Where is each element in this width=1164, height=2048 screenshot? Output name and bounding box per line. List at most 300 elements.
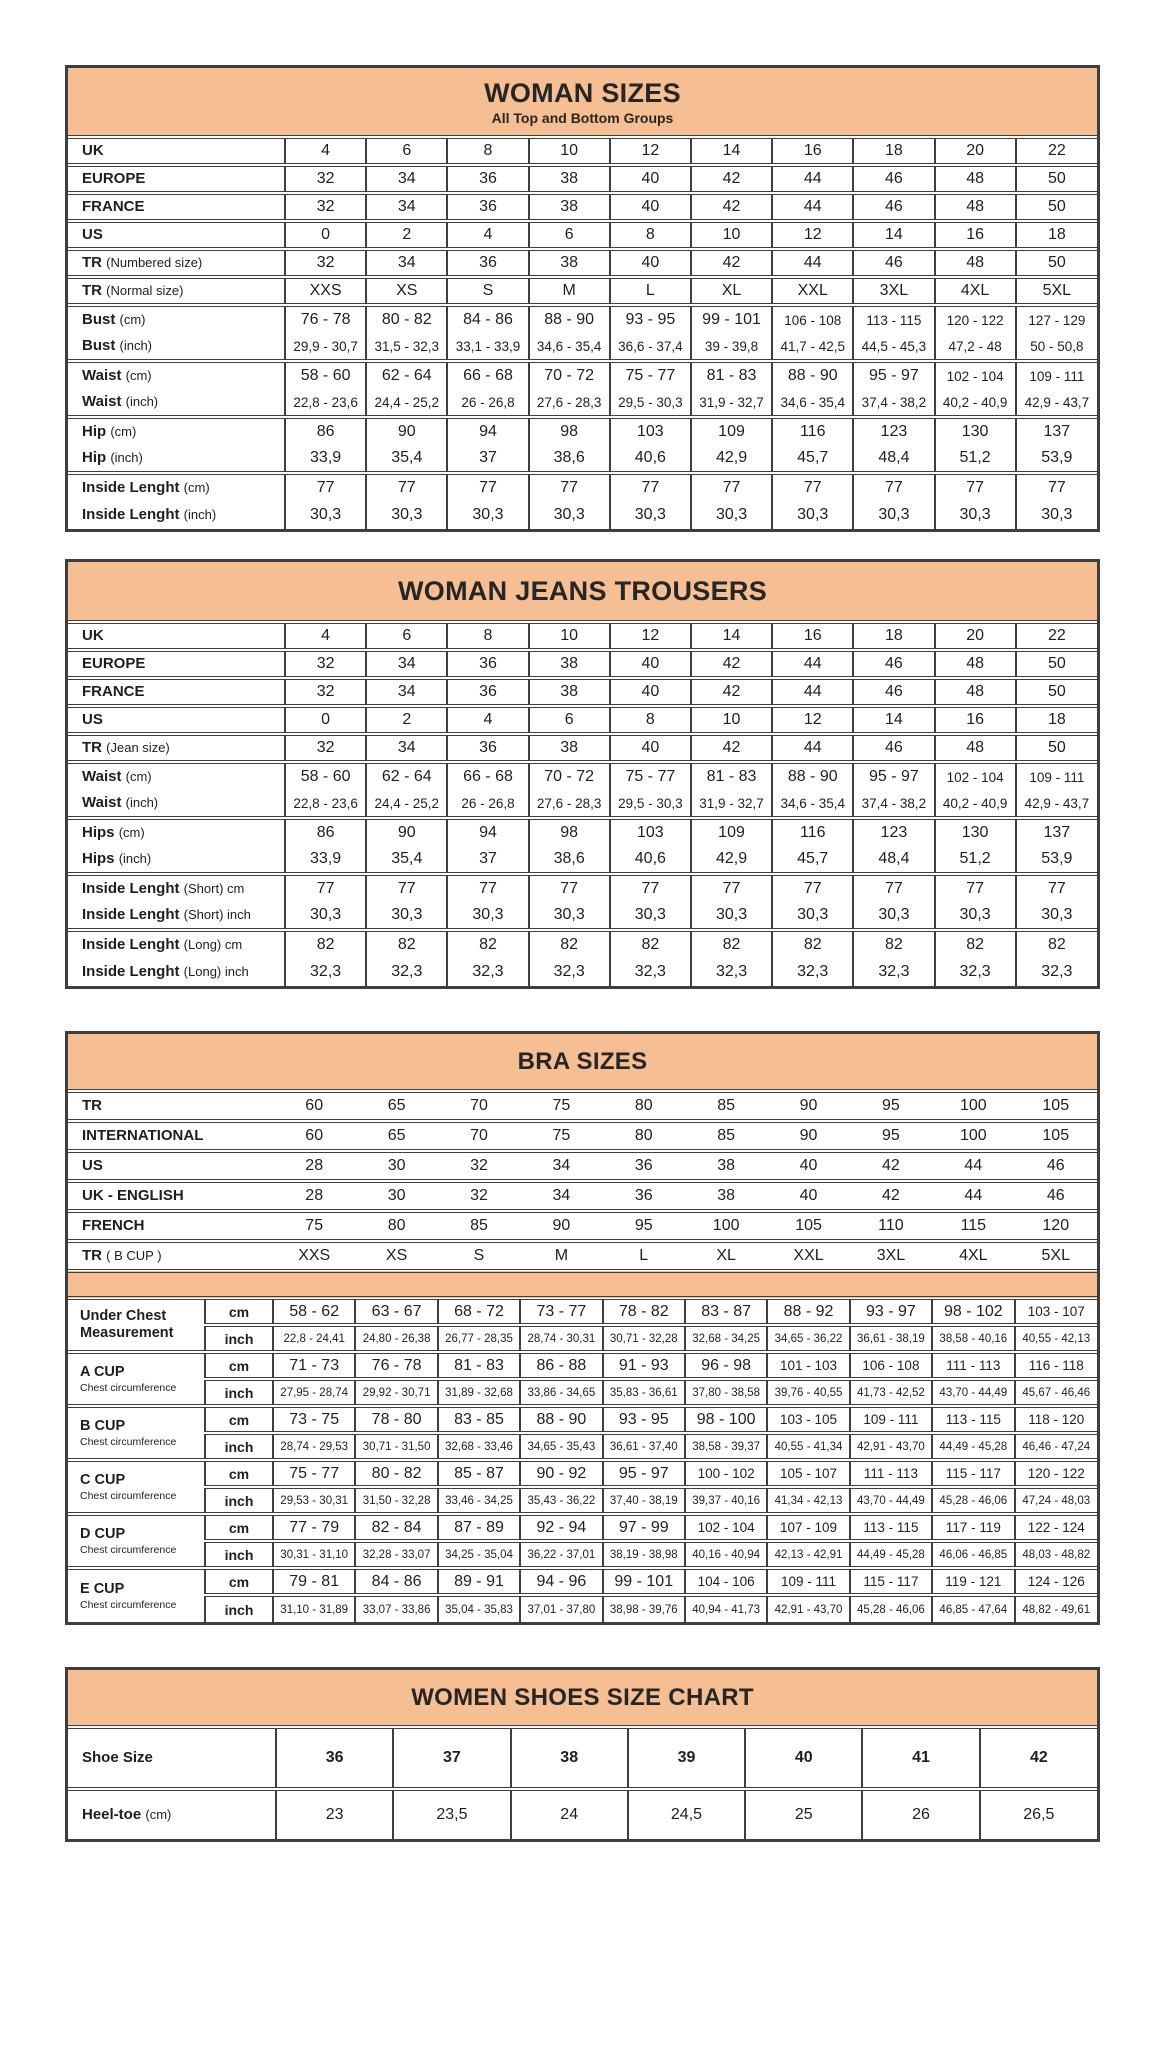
size-value-cell: 77 <box>366 874 447 902</box>
row-label <box>68 1121 273 1151</box>
cup-sublabel: Chest circumference <box>80 1435 177 1448</box>
size-value-cell: 45,67 - 46,46 <box>1015 1379 1097 1406</box>
table-row <box>68 1352 1097 1379</box>
row-label <box>68 361 285 389</box>
size-value-cell: 105 <box>1015 1121 1097 1151</box>
size-value-cell: 106 - 108 <box>850 1352 932 1379</box>
size-value-cell: 10 <box>529 137 610 165</box>
size-value-cell: 31,10 - 31,89 <box>273 1595 355 1622</box>
size-value-cell: 75 - 77 <box>273 1460 355 1487</box>
row-label-text: US <box>82 1157 103 1174</box>
table-row <box>68 1514 1097 1541</box>
unit-cell-inch: inch <box>205 1487 273 1514</box>
unit-cell-inch: inch <box>205 1325 273 1352</box>
size-value-cell: 8 <box>610 706 691 734</box>
size-value-cell: 48 <box>935 678 1016 706</box>
size-value-cell: 85 <box>438 1211 520 1241</box>
row-label-text: Inside Lenght <box>82 479 184 496</box>
size-value-cell: 18 <box>853 622 934 650</box>
row-label-text: TR <box>82 739 107 756</box>
size-value-cell: 34 <box>366 193 447 221</box>
size-value-cell: 85 <box>685 1091 767 1121</box>
size-value-cell: 82 <box>366 930 447 958</box>
size-value-cell: 44,5 - 45,3 <box>853 333 934 361</box>
size-value-cell: 130 <box>935 818 1016 846</box>
size-value-cell: 83 - 85 <box>438 1406 520 1433</box>
size-value-cell: 30,3 <box>691 902 772 930</box>
size-value-cell: 38,19 - 38,98 <box>603 1541 685 1568</box>
unit-cell-inch: inch <box>205 1595 273 1622</box>
size-value-cell: 48 <box>935 734 1016 762</box>
size-value-cell: 34,6 - 35,4 <box>772 389 853 417</box>
size-value-cell: 76 - 78 <box>355 1352 437 1379</box>
size-value-cell: 32,3 <box>772 958 853 986</box>
row-label-unit: (inch) <box>183 507 217 522</box>
size-value-cell: 106 - 108 <box>772 305 853 333</box>
size-value-cell: 36 <box>447 650 528 678</box>
size-value-cell: 29,9 - 30,7 <box>285 333 366 361</box>
size-value-cell: 36,61 - 38,19 <box>850 1325 932 1352</box>
size-value-cell: 42,13 - 42,91 <box>767 1541 849 1568</box>
row-label-unit: (cm) <box>110 424 137 439</box>
size-value-cell: 82 <box>610 930 691 958</box>
size-value-cell: 22,8 - 23,6 <box>285 790 366 818</box>
size-value-cell: 40 <box>767 1181 849 1211</box>
row-label <box>68 846 285 874</box>
size-value-cell: 36 <box>447 734 528 762</box>
size-value-cell: 109 <box>691 818 772 846</box>
size-value-cell: 24 <box>511 1789 628 1839</box>
row-label <box>68 930 285 958</box>
table-row <box>68 361 1097 389</box>
size-value-cell: 75 <box>520 1091 602 1121</box>
size-value-cell: 90 <box>366 417 447 445</box>
size-value-cell: 14 <box>691 137 772 165</box>
size-value-cell: 78 - 82 <box>603 1298 685 1325</box>
row-label-text: TR <box>82 1097 102 1114</box>
cup-name: Under Chest Measurement <box>80 1308 174 1341</box>
size-value-cell: 120 - 122 <box>1015 1460 1097 1487</box>
table-row <box>68 902 1097 930</box>
size-value-cell: 3XL <box>853 277 934 305</box>
size-value-cell: 81 - 83 <box>691 361 772 389</box>
table-row <box>68 221 1097 249</box>
size-value-cell: 28,74 - 29,53 <box>273 1433 355 1460</box>
size-value-cell: M <box>520 1241 602 1271</box>
size-value-cell: 26,77 - 28,35 <box>438 1325 520 1352</box>
size-value-cell: 101 - 103 <box>767 1352 849 1379</box>
table-row <box>68 137 1097 165</box>
size-value-cell: 38 <box>685 1181 767 1211</box>
table-row <box>68 930 1097 958</box>
size-value-cell: 32,3 <box>853 958 934 986</box>
size-value-cell: 77 <box>366 473 447 501</box>
row-label-unit: (Short) cm <box>183 881 245 896</box>
size-value-cell: 30,71 - 32,28 <box>603 1325 685 1352</box>
size-value-cell: 5XL <box>1015 1241 1097 1271</box>
size-value-cell: 30,3 <box>935 501 1016 529</box>
size-value-cell: 40,6 <box>610 445 691 473</box>
size-value-cell: 115 - 117 <box>932 1460 1014 1487</box>
row-label <box>68 137 285 165</box>
size-value-cell: 118 - 120 <box>1015 1406 1097 1433</box>
size-value-cell: 92 - 94 <box>520 1514 602 1541</box>
size-value-cell: 40 <box>610 193 691 221</box>
table-row <box>68 622 1097 650</box>
size-value-cell: 50 <box>1016 193 1097 221</box>
row-label <box>68 650 285 678</box>
unit-cell-cm: cm <box>205 1460 273 1487</box>
size-value-cell: 109 - 111 <box>1016 361 1097 389</box>
size-value-cell: 10 <box>691 706 772 734</box>
size-value-cell: 77 <box>691 874 772 902</box>
size-value-cell: 63 - 67 <box>355 1298 437 1325</box>
row-label-text: FRANCE <box>82 198 145 215</box>
size-value-cell: 46 <box>853 165 934 193</box>
size-value-cell: 33,1 - 33,9 <box>447 333 528 361</box>
size-value-cell: 104 - 106 <box>685 1568 767 1595</box>
row-label <box>68 389 285 417</box>
size-value-cell: 65 <box>355 1121 437 1151</box>
cup-label <box>68 1352 205 1406</box>
size-value-cell: 127 - 129 <box>1016 305 1097 333</box>
size-value-cell: 47,2 - 48 <box>935 333 1016 361</box>
size-value-cell: 4 <box>285 622 366 650</box>
size-value-cell: 22,8 - 23,6 <box>285 389 366 417</box>
size-value-cell: 98 <box>529 818 610 846</box>
size-value-cell: 30,3 <box>853 902 934 930</box>
woman-jeans-title: WOMAN JEANS TROUSERS <box>397 576 768 606</box>
size-value-cell: 38 <box>529 678 610 706</box>
size-value-cell: 94 - 96 <box>520 1568 602 1595</box>
row-label-unit: (Long) cm <box>183 937 243 952</box>
size-value-cell: 48,82 - 49,61 <box>1015 1595 1097 1622</box>
size-value-cell: 65 <box>355 1091 437 1121</box>
size-value-cell: 88 - 90 <box>772 762 853 790</box>
size-value-cell: 14 <box>853 706 934 734</box>
size-value-cell: 16 <box>772 137 853 165</box>
size-value-cell: 75 <box>520 1121 602 1151</box>
size-value-cell: 40,94 - 41,73 <box>685 1595 767 1622</box>
size-value-cell: 44 <box>932 1151 1014 1181</box>
size-value-cell: 32 <box>285 734 366 762</box>
size-value-cell: 3XL <box>850 1241 932 1271</box>
size-value-cell: 0 <box>285 221 366 249</box>
size-value-cell: 81 - 83 <box>691 762 772 790</box>
cup-label <box>68 1406 205 1460</box>
size-value-cell: 88 - 90 <box>529 305 610 333</box>
row-label <box>68 445 285 473</box>
size-value-cell: 123 <box>853 818 934 846</box>
size-value-cell: 93 - 95 <box>610 305 691 333</box>
size-value-cell: 98 - 100 <box>685 1406 767 1433</box>
size-value-cell: 137 <box>1016 818 1097 846</box>
size-value-cell: 42 <box>691 734 772 762</box>
size-value-cell: 109 - 111 <box>850 1406 932 1433</box>
size-value-cell: 109 <box>691 417 772 445</box>
size-value-cell: 42,9 - 43,7 <box>1016 790 1097 818</box>
row-label <box>68 874 285 902</box>
table-row <box>68 1379 1097 1406</box>
size-value-cell: 29,53 - 30,31 <box>273 1487 355 1514</box>
woman-jeans-table <box>68 620 1097 986</box>
size-value-cell: 4 <box>447 706 528 734</box>
row-label <box>68 1151 273 1181</box>
size-value-cell: 30,3 <box>285 902 366 930</box>
size-value-cell: 71 - 73 <box>273 1352 355 1379</box>
row-label-unit: (Jean size) <box>106 740 170 755</box>
size-value-cell: 70 - 72 <box>529 762 610 790</box>
table-row <box>68 501 1097 529</box>
size-value-cell: 98 - 102 <box>932 1298 1014 1325</box>
size-value-cell: 60 <box>273 1091 355 1121</box>
size-value-cell: 34 <box>366 249 447 277</box>
size-value-cell: 124 - 126 <box>1015 1568 1097 1595</box>
size-value-cell: 28,74 - 30,31 <box>520 1325 602 1352</box>
size-value-cell: 38 <box>529 734 610 762</box>
size-value-cell: XXS <box>285 277 366 305</box>
size-value-cell: 39,37 - 40,16 <box>685 1487 767 1514</box>
table-row <box>68 1325 1097 1352</box>
size-value-cell: 20 <box>935 622 1016 650</box>
row-label-unit: (Long) inch <box>183 964 249 979</box>
size-value-cell: 42,91 - 43,70 <box>850 1433 932 1460</box>
size-value-cell: 50 - 50,8 <box>1016 333 1097 361</box>
size-value-cell: 14 <box>853 221 934 249</box>
size-value-cell: 36 <box>447 678 528 706</box>
table-row <box>68 473 1097 501</box>
size-value-cell: 90 <box>767 1091 849 1121</box>
unit-cell-cm: cm <box>205 1514 273 1541</box>
size-value-cell: XXL <box>772 277 853 305</box>
size-value-cell: L <box>610 277 691 305</box>
size-value-cell: 50 <box>1016 734 1097 762</box>
size-value-cell: 62 - 64 <box>366 361 447 389</box>
size-value-cell: 42 <box>850 1151 932 1181</box>
size-value-cell: 40,16 - 40,94 <box>685 1541 767 1568</box>
size-value-cell: 16 <box>935 221 1016 249</box>
cup-label <box>68 1568 205 1622</box>
size-value-cell: 43,70 - 44,49 <box>850 1487 932 1514</box>
size-value-cell: XS <box>355 1241 437 1271</box>
size-value-cell: 23,5 <box>393 1789 510 1839</box>
size-value-cell: 76 - 78 <box>285 305 366 333</box>
size-value-cell: 48,03 - 48,82 <box>1015 1541 1097 1568</box>
size-value-cell: L <box>603 1241 685 1271</box>
row-label-text: US <box>82 711 103 728</box>
size-value-cell: 80 <box>355 1211 437 1241</box>
size-value-cell: 86 <box>285 818 366 846</box>
size-value-cell: 103 <box>610 417 691 445</box>
unit-cell-cm: cm <box>205 1352 273 1379</box>
size-value-cell: 44 <box>932 1181 1014 1211</box>
size-value-cell: 28 <box>273 1181 355 1211</box>
size-value-cell: 12 <box>610 137 691 165</box>
size-value-cell: 95 <box>850 1121 932 1151</box>
size-value-cell: 32,68 - 34,25 <box>685 1325 767 1352</box>
row-label <box>68 165 285 193</box>
size-value-cell: 77 <box>285 473 366 501</box>
row-label-unit: (cm) <box>118 825 145 840</box>
size-value-cell: 18 <box>853 137 934 165</box>
size-value-cell: 113 - 115 <box>853 305 934 333</box>
peach-divider <box>68 1271 1097 1298</box>
size-value-cell: 66 - 68 <box>447 361 528 389</box>
size-value-cell: 27,6 - 28,3 <box>529 790 610 818</box>
size-value-cell: 6 <box>529 706 610 734</box>
row-label <box>68 902 285 930</box>
row-label <box>68 622 285 650</box>
size-value-cell: 33,07 - 33,86 <box>355 1595 437 1622</box>
row-label-text: Hip <box>82 423 111 440</box>
size-value-cell: 38,58 - 39,37 <box>685 1433 767 1460</box>
size-value-cell: 53,9 <box>1016 445 1097 473</box>
size-value-cell: 50 <box>1016 165 1097 193</box>
size-value-cell: 111 - 113 <box>850 1460 932 1487</box>
size-value-cell: 39 - 39,8 <box>691 333 772 361</box>
size-value-cell: 116 <box>772 417 853 445</box>
size-value-cell: 77 <box>772 874 853 902</box>
size-value-cell: 32 <box>285 249 366 277</box>
size-value-cell: 38 <box>529 165 610 193</box>
size-value-cell: 24,5 <box>628 1789 745 1839</box>
size-value-cell: 40 <box>610 249 691 277</box>
table-row <box>68 1091 1097 1121</box>
size-value-cell: 37,80 - 38,58 <box>685 1379 767 1406</box>
size-value-cell: 22 <box>1016 137 1097 165</box>
size-value-cell: 99 - 101 <box>691 305 772 333</box>
size-value-cell: 119 - 121 <box>932 1568 1014 1595</box>
size-value-cell: 48 <box>935 165 1016 193</box>
size-value-cell: 29,5 - 30,3 <box>610 790 691 818</box>
size-value-cell: 46,46 - 47,24 <box>1015 1433 1097 1460</box>
size-value-cell: 103 <box>610 818 691 846</box>
row-label <box>68 473 285 501</box>
size-value-cell: 36 <box>603 1151 685 1181</box>
size-value-cell: 58 - 60 <box>285 361 366 389</box>
size-value-cell: 120 <box>1015 1211 1097 1241</box>
size-value-cell: 102 - 104 <box>685 1514 767 1541</box>
table-row <box>68 1211 1097 1241</box>
row-label-unit: (Normal size) <box>106 283 184 298</box>
row-label <box>68 305 285 333</box>
size-value-cell: 84 - 86 <box>355 1568 437 1595</box>
size-value-cell: 77 <box>529 874 610 902</box>
cup-sublabel: Chest circumference <box>80 1598 177 1611</box>
row-label <box>68 958 285 986</box>
size-value-cell: 30,3 <box>610 501 691 529</box>
size-value-cell: 38 <box>529 650 610 678</box>
size-value-cell: 78 - 80 <box>355 1406 437 1433</box>
size-value-cell: XXS <box>273 1241 355 1271</box>
size-value-cell: 109 - 111 <box>1016 762 1097 790</box>
table-row <box>68 1121 1097 1151</box>
row-label-unit: (cm) <box>125 769 152 784</box>
size-value-cell: 31,9 - 32,7 <box>691 790 772 818</box>
size-value-cell: 45,28 - 46,06 <box>850 1595 932 1622</box>
size-value-cell: 102 - 104 <box>935 361 1016 389</box>
size-value-cell: 48 <box>935 193 1016 221</box>
size-value-cell: 31,89 - 32,68 <box>438 1379 520 1406</box>
table-row <box>68 445 1097 473</box>
size-value-cell: 41,7 - 42,5 <box>772 333 853 361</box>
row-label-text: Waist <box>82 393 126 410</box>
size-value-cell: 116 <box>772 818 853 846</box>
cup-label <box>68 1514 205 1568</box>
size-value-cell: 33,9 <box>285 445 366 473</box>
size-value-cell: 38,98 - 39,76 <box>603 1595 685 1622</box>
size-value-cell: 36,22 - 37,01 <box>520 1541 602 1568</box>
cup-name: B CUP <box>80 1418 126 1435</box>
size-value-cell: 102 - 104 <box>935 762 1016 790</box>
size-value-cell: 26 - 26,8 <box>447 389 528 417</box>
woman-sizes-section <box>65 65 1100 532</box>
size-value-cell: 85 - 87 <box>438 1460 520 1487</box>
size-value-cell: 30,31 - 31,10 <box>273 1541 355 1568</box>
size-value-cell: 77 <box>285 874 366 902</box>
size-value-cell: 34,6 - 35,4 <box>772 790 853 818</box>
size-value-cell: 80 - 82 <box>355 1460 437 1487</box>
size-value-cell: 31,5 - 32,3 <box>366 333 447 361</box>
row-label <box>68 1091 273 1121</box>
size-value-cell: 48,4 <box>853 846 934 874</box>
size-value-cell: 77 <box>772 473 853 501</box>
table-row <box>68 249 1097 277</box>
row-label-unit: (Numbered size) <box>106 255 203 270</box>
row-label <box>68 1211 273 1241</box>
unit-cell-inch: inch <box>205 1433 273 1460</box>
size-value-cell: 18 <box>1016 706 1097 734</box>
row-label <box>68 762 285 790</box>
size-value-cell: XS <box>366 277 447 305</box>
size-value-cell: 25 <box>745 1789 862 1839</box>
table-row <box>68 193 1097 221</box>
size-value-cell: 77 <box>935 874 1016 902</box>
size-value-cell: 38 <box>529 193 610 221</box>
bra-sizes-section <box>65 1031 1100 1625</box>
size-value-cell: 30,3 <box>1016 501 1097 529</box>
size-value-cell: 73 - 77 <box>520 1298 602 1325</box>
size-value-cell: 4 <box>285 137 366 165</box>
table-row <box>68 650 1097 678</box>
size-value-cell: 80 - 82 <box>366 305 447 333</box>
size-value-cell: 44 <box>772 249 853 277</box>
size-value-cell: 22 <box>1016 622 1097 650</box>
size-value-cell: 42,9 - 43,7 <box>1016 389 1097 417</box>
size-value-cell: 122 - 124 <box>1015 1514 1097 1541</box>
size-value-cell: 46 <box>853 249 934 277</box>
size-value-cell: 30,3 <box>691 501 772 529</box>
size-value-cell: 38 <box>511 1727 628 1789</box>
size-value-cell: 40 <box>610 165 691 193</box>
size-value-cell: 32 <box>438 1151 520 1181</box>
size-value-cell: 91 - 93 <box>603 1352 685 1379</box>
size-value-cell: 42,9 <box>691 846 772 874</box>
size-value-cell: 105 <box>1015 1091 1097 1121</box>
table-row <box>68 958 1097 986</box>
size-value-cell: 77 <box>1016 473 1097 501</box>
size-value-cell: 87 - 89 <box>438 1514 520 1541</box>
size-value-cell: 31,50 - 32,28 <box>355 1487 437 1514</box>
size-value-cell: 94 <box>447 818 528 846</box>
size-value-cell: 46,06 - 46,85 <box>932 1541 1014 1568</box>
size-value-cell: 60 <box>273 1121 355 1151</box>
size-value-cell: 77 <box>853 874 934 902</box>
size-value-cell: 30,3 <box>285 501 366 529</box>
unit-cell-inch: inch <box>205 1379 273 1406</box>
size-value-cell: 39 <box>628 1727 745 1789</box>
size-value-cell: 45,28 - 46,06 <box>932 1487 1014 1514</box>
